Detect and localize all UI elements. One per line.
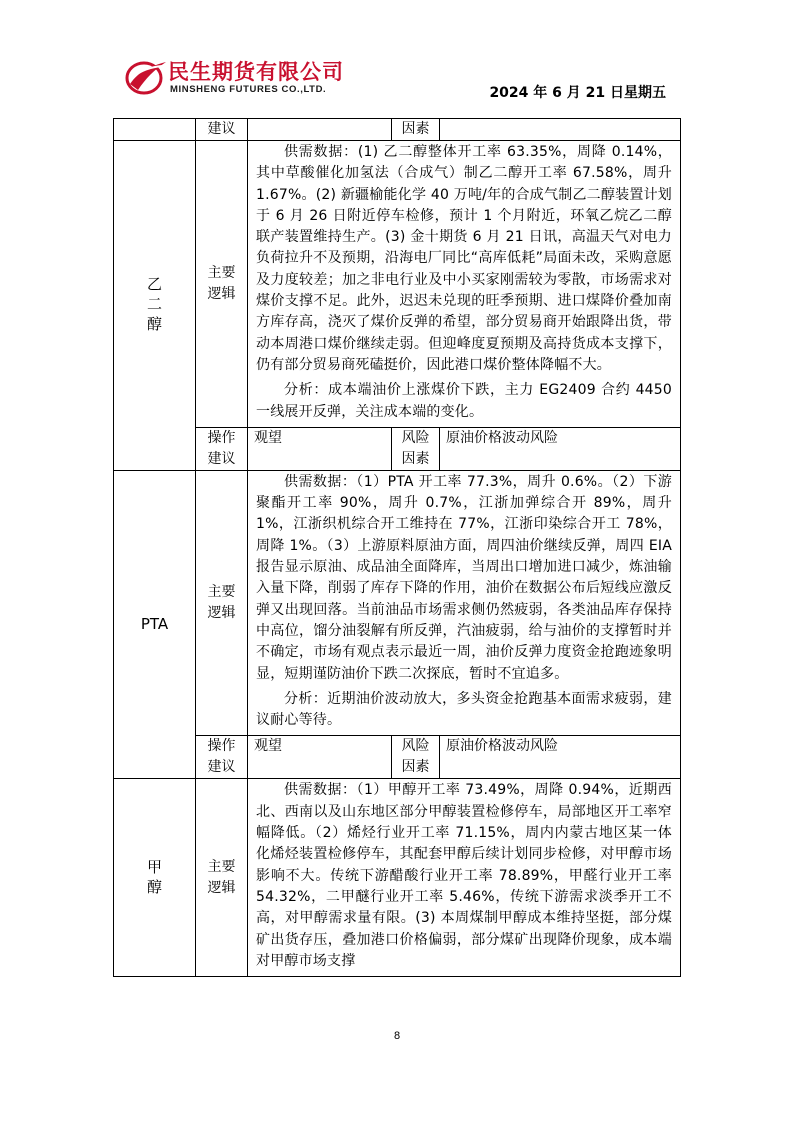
risk-label: 风险因素 xyxy=(392,427,440,470)
logic-row-methanol xyxy=(114,779,681,977)
product-name: PTA xyxy=(140,614,169,633)
supply-demand-paragraph: 供需数据：(1) 乙二醇整体开工率 63.35%，周降 0.14%，其中草酸催化加氢法（合成气）制乙二醇开工率 67.58%，周升 1.67%。(2) 新疆榆能化学 40 万吨/年的合成气制乙二醇装置计划于 6 月 26 日附近停车检修，预计 1 个月附近，环氧乙烷乙二醇联产装置维持生产。(3) 金十期货 6 月 21 日讯，高温天气对电力负荷拉升不及预期，沿海电厂同比“高库低耗”局面未改，采购意愿及力度较差；加之非电行业及中小买家刚需较为零散，市场需求对煤价支撑不足。此外，迟迟未兑现的旺季预期、进口煤降价叠加南方库存高，浇灭了煤价反弹的希望，部分贸易商开始跟降出货，带动本周港口煤价继续走弱。但迎峰度夏预期及高持货成本支撑下，仍有部分贸易商死磕挺价，因此港口煤价整体降幅不大。 xyxy=(256,144,672,373)
page-header xyxy=(0,0,794,110)
product-cell-methanol xyxy=(114,779,196,977)
op-label-continued: 建议 xyxy=(196,119,248,141)
company-logo xyxy=(124,54,364,102)
product-cell-pta xyxy=(114,470,196,779)
operation-row-pta xyxy=(114,736,681,779)
page-number: 8 xyxy=(393,1030,401,1042)
logic-content xyxy=(248,141,681,428)
op-value: 观望 xyxy=(248,736,392,779)
op-label: 操作建议 xyxy=(196,736,248,779)
risk-value: 原油价格波动风险 xyxy=(440,736,681,779)
product-name: 乙二醇 xyxy=(146,275,162,334)
logic-content xyxy=(248,470,681,736)
logic-label: 主要逻辑 xyxy=(196,470,248,736)
supply-demand-paragraph: 供需数据：（1）PTA 开工率 77.3%，周升 0.6%。（2）下游聚酯开工率 90%，周升 0.7%，江浙加弹综合开 89%，周升 1%，江浙织机综合开工维持在 77%，江浙印染综合开工 78%，周降 1%。（3）上游原料原油方面，周四油价继续反弹，周四 EIA 报告显示原油、成品油全面降库，当周出口增加进口减少，炼油输入量下降，削弱了库存下降的作用，油价在数据公布后短线应激反弹又出现回落。当前油品市场需求侧仍然疲弱，各类油品库存保持中高位，馏分油裂解有所反弹，汽油疲弱，给与油价的支撑暂时并不确定，市场有观点表示最近一周，油价反弹力度资金抢跑迹象明显，短期谨防油价下跌二次探底，暂时不宜追多。 xyxy=(256,473,672,682)
risk-label: 风险因素 xyxy=(392,736,440,779)
minsheng-logo-icon xyxy=(124,54,168,98)
risk-value-empty xyxy=(440,119,681,141)
logic-row-eg xyxy=(114,141,681,428)
product-cell-empty xyxy=(114,119,196,141)
logo-chinese-name: 民生期货有限公司 xyxy=(168,60,344,84)
report-date: 2024 年 6 月 21 日星期五 xyxy=(489,85,666,101)
logic-label: 主要逻辑 xyxy=(196,779,248,977)
analysis-paragraph: 分析：成本端油价上涨煤价下跌，主力 EG2409 合约 4450 一线展开反弹，关注成本端的变化。 xyxy=(256,382,672,420)
continued-row xyxy=(114,119,681,141)
logic-row-pta xyxy=(114,470,681,736)
op-value-empty xyxy=(248,119,392,141)
analysis-table xyxy=(113,118,681,977)
analysis-paragraph: 分析：近期油价波动放大，多头资金抢跑基本面需求疲弱，建议耐心等待。 xyxy=(256,690,672,729)
risk-label-continued: 因素 xyxy=(392,119,440,141)
logic-content xyxy=(248,779,681,977)
logic-label: 主要逻辑 xyxy=(196,141,248,428)
product-name: 甲醇 xyxy=(146,857,162,896)
logo-english-name: MINSHENG FUTURES CO.,LTD. xyxy=(170,84,327,95)
product-cell-eg xyxy=(114,141,196,471)
risk-value: 原油价格波动风险 xyxy=(440,427,681,470)
operation-row-eg xyxy=(114,427,681,470)
supply-demand-paragraph: 供需数据：（1）甲醇开工率 73.49%，周降 0.94%，近期西北、西南以及山东地区部分甲醇装置检修停车，局部地区开工率窄幅降低。（2）烯烃行业开工率 71.15%，周内内蒙古地区某一体化烯烃装置检修停车，其配套甲醇后续计划同步检修，对甲醇市场影响不大。传统下游醋酸行业开工率 78.89%，甲醛行业开工率 54.32%，二甲醚行业开工率 5.46%，传统下游需求淡季开工不高，对甲醇需求量有限。(3) 本周煤制甲醇成本维持坚挺，部分煤矿出货存压，叠加港口价格偏弱，部分煤矿出现降价现象，成本端对甲醇市场支撑 xyxy=(256,782,672,969)
op-value: 观望 xyxy=(248,427,392,470)
op-label: 操作建议 xyxy=(196,427,248,470)
